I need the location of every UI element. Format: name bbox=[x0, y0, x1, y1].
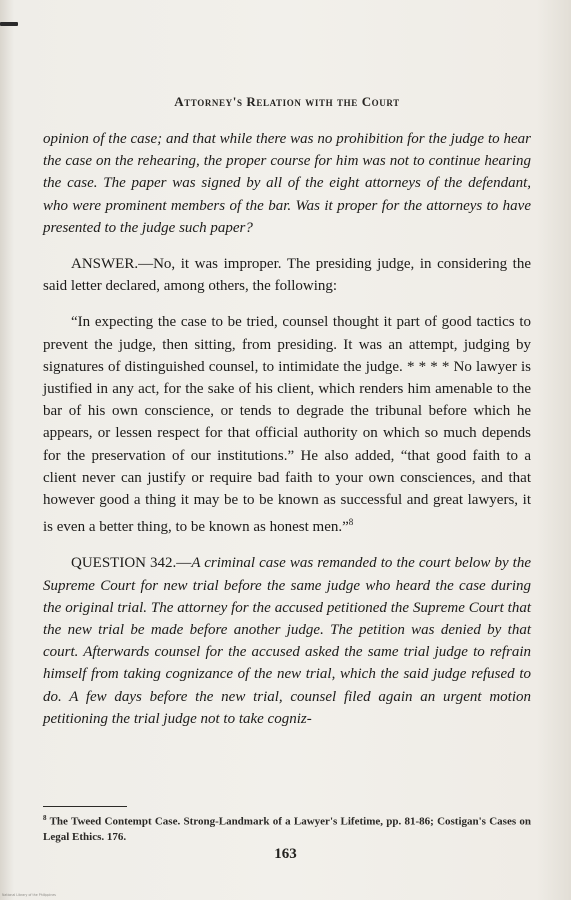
text-column bbox=[43, 94, 531, 730]
quote-paragraph bbox=[43, 311, 531, 538]
question-paragraph bbox=[43, 552, 531, 730]
footnote bbox=[43, 811, 531, 845]
continued-question-paragraph: opinion of the case; and that while there was no prohibition for the judge to hear the case on the rehearing, the proper course for him was not to continue hearing the case. The paper was signed by all of the eight attorneys of the defendant, who were prominent members of the bar. Was it proper for the attorneys to have presented to the judge such paper? bbox=[43, 131, 531, 236]
question-label: QUESTION 342.— bbox=[71, 555, 192, 572]
scan-edge-mark bbox=[0, 22, 18, 26]
footnote-reference: 8 bbox=[348, 517, 354, 528]
quote-text: “In expecting the case to be tried, counsel thought it part of good tactics to prevent the judge, then sitting, from presiding. It was an attempt, judging by signatures of distinguished counsel, to intimidate the judge. * * * * No lawyer is justified in any act, for the sake of his client, which renders him amenable to the bar of his own conscience, or tends to degrade the tribunal before which he appears, or lessen respect for that official authority on which so much depends for the preservation of our institutions.” He also added, “that good faith to a client never can justify or require bad faith to your own consciences, and that however good a thing it may be to be known as successful and great lawyers, it is even a better thing, to be known as honest men.” bbox=[43, 314, 531, 536]
question-text: A criminal case was remanded to the court below by the Supreme Court for new trial before the same judge who heard the case during the original trial. The attorney for the accused petitioned the Supreme Court that the new trial be made before another judge. The petition was denied by that court. Afterwards counsel for the accused asked the same trial judge to refrain himself from taking cognizance of the new trial, which the said judge refused to do. A few days before the new trial, counsel filed again an urgent motion petitioning the trial judge not to take cogniz- bbox=[43, 555, 531, 727]
answer-paragraph: ANSWER.—No, it was improper. The presiding judge, in considering the said letter declared, among others, the following: bbox=[43, 256, 531, 295]
library-stamp: National Library of the Philippines bbox=[2, 893, 56, 897]
footnote-text: The Tweed Contempt Case. Strong-Landmark of a Lawyer's Lifetime, pp. 81-86; Costigan's Cases on Legal Ethics. 176. bbox=[43, 815, 531, 843]
footnote-rule bbox=[43, 806, 127, 807]
page-number: 163 bbox=[274, 846, 297, 862]
running-head: Attorney's Relation with the Court bbox=[174, 94, 400, 109]
footnote-mark: 8 bbox=[43, 814, 47, 822]
